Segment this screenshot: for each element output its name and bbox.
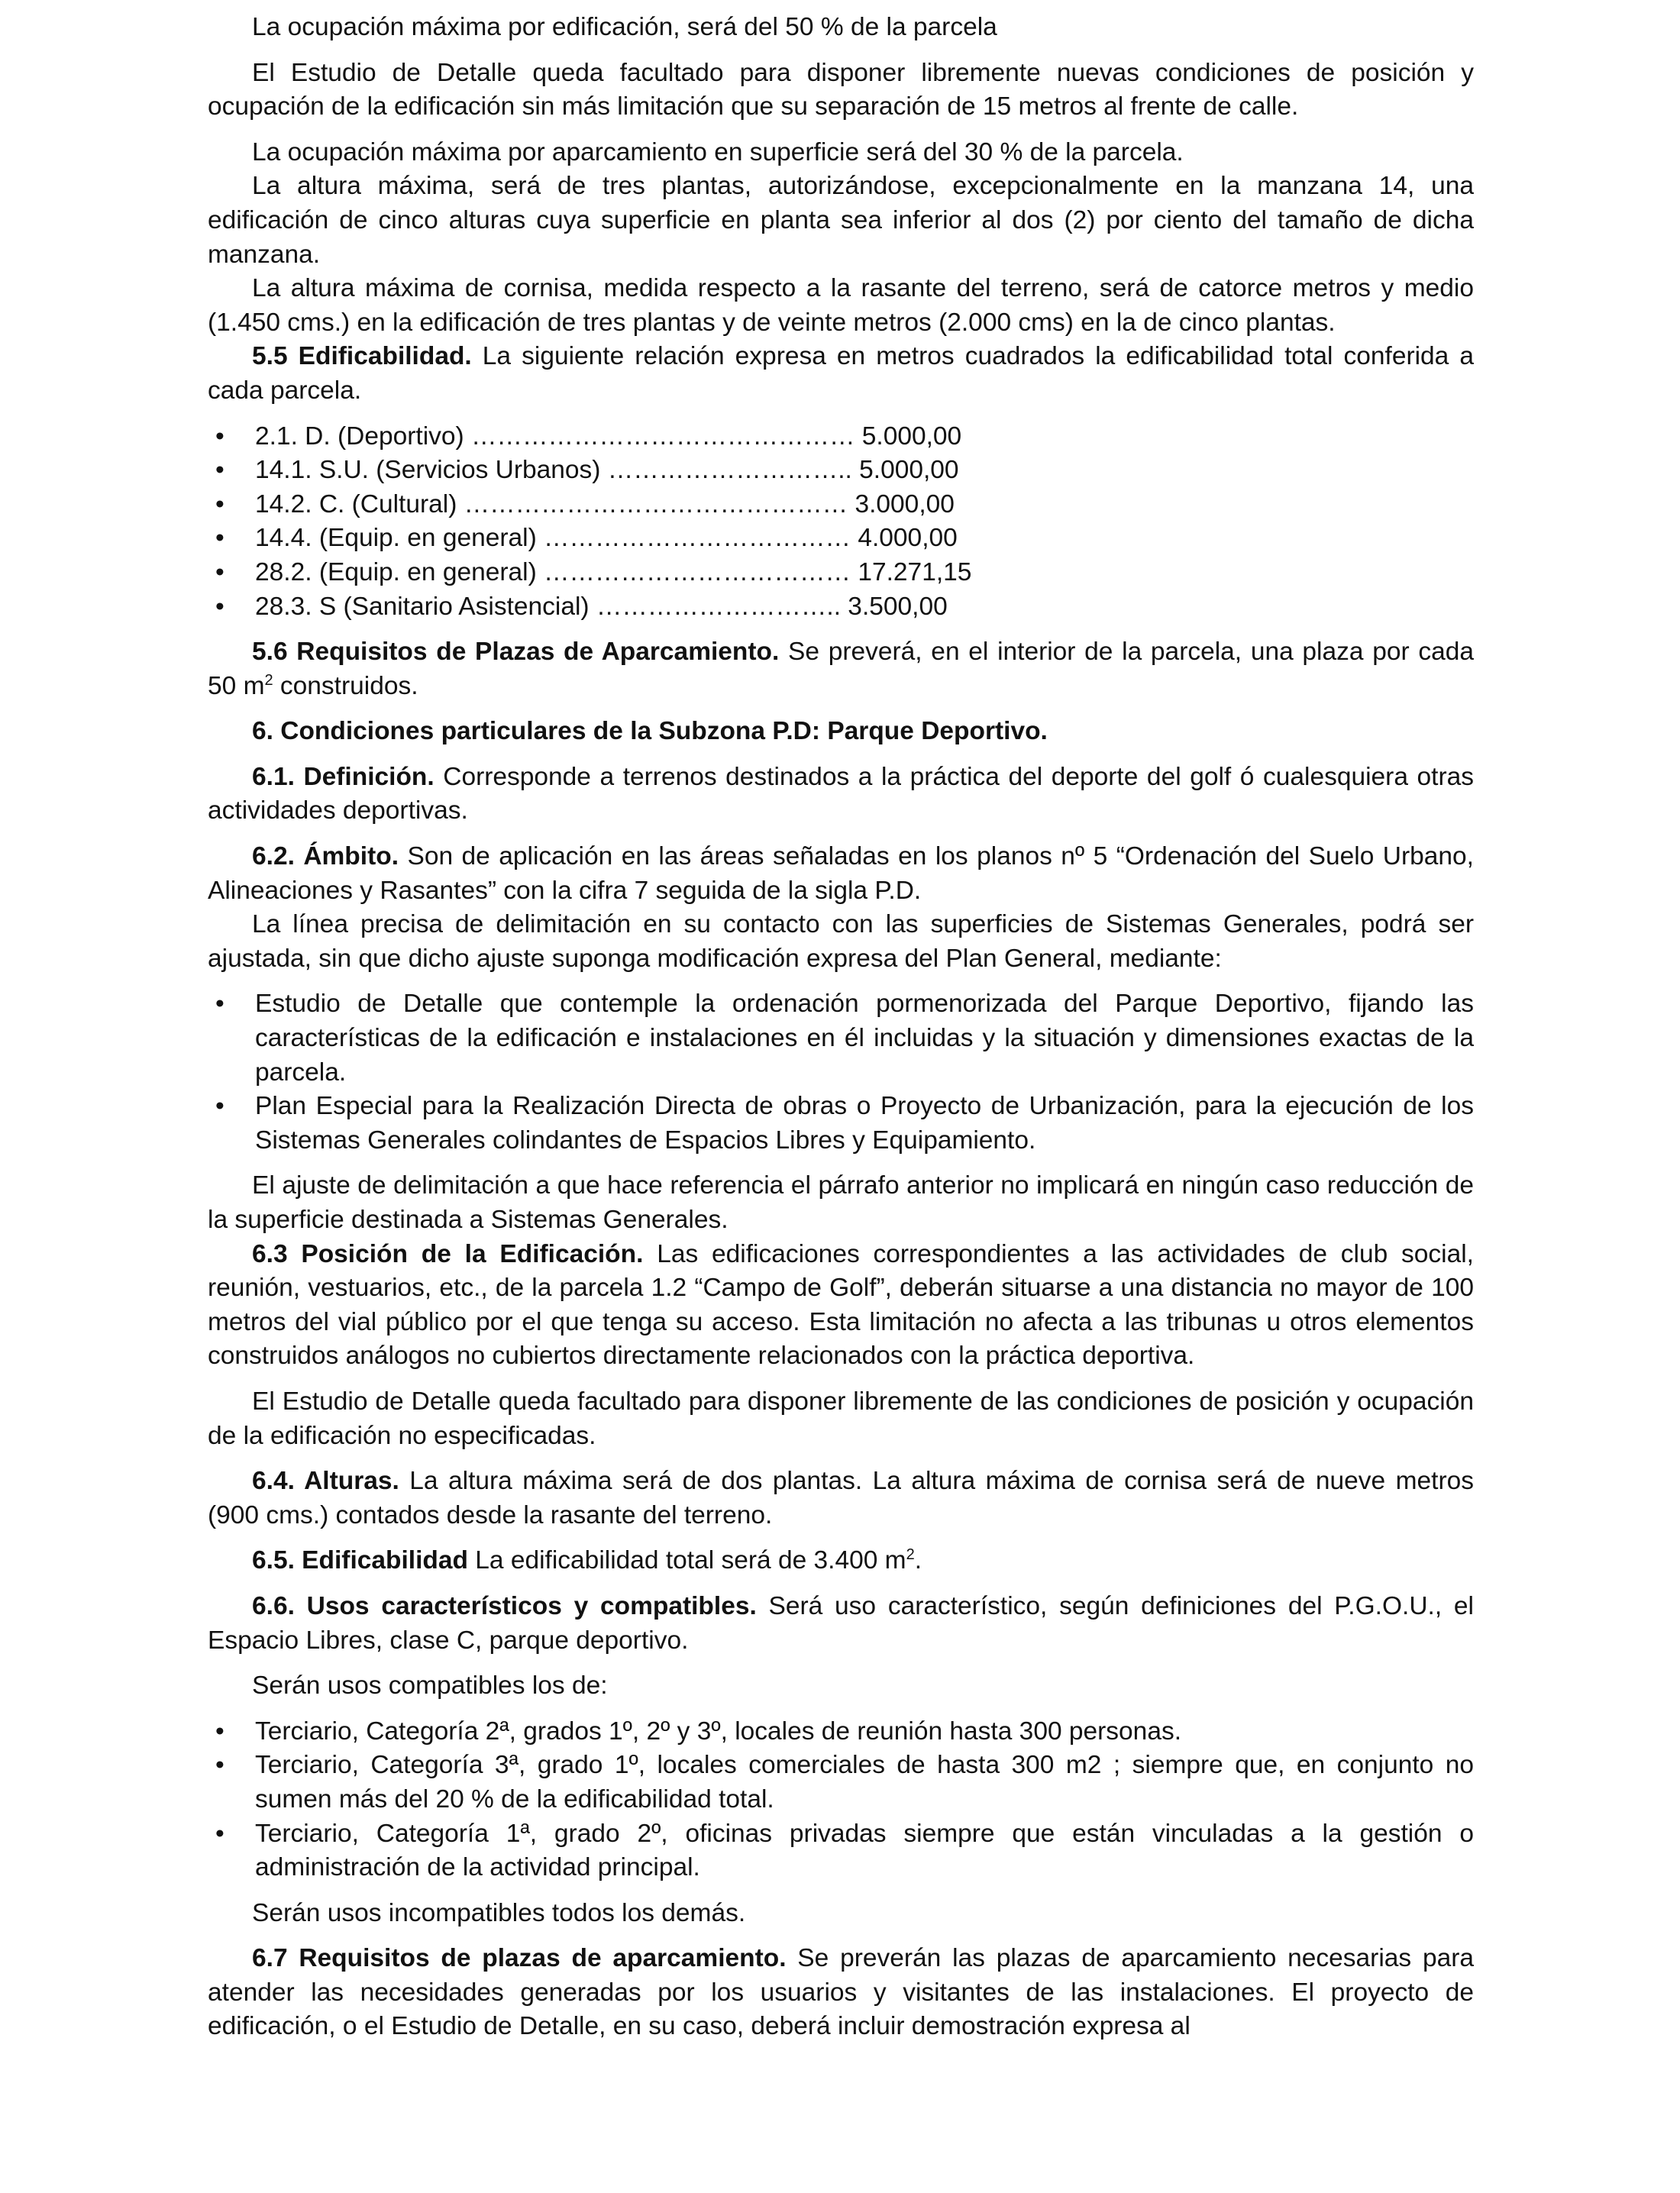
list-item: • 2.1. D. (Deportivo) ……………………………………… 5.000,00 (208, 420, 1474, 454)
section-heading: 6.6. Usos característicos y compatibles. (252, 1591, 757, 1620)
paragraph-text: Corresponde a terrenos destinados a la práctica del deporte del golf ó cualesquiera otras actividades deportivas. (208, 762, 1474, 825)
paragraph-text: La edificabilidad total será de 3.400 m (467, 1546, 906, 1575)
list-item: • 14.4. (Equip. en general) ……………………………… 4.000,00 (208, 522, 1474, 556)
list-item: • Terciario, Categoría 1ª, grado 2º, oficinas privadas siempre que están vinculadas a la gestión o administración de la actividad principal. (208, 1817, 1474, 1885)
paragraph-text: construidos. (273, 671, 418, 700)
paragraph-text: La ocupación máxima por aparcamiento en superficie será del 30 % de la parcela. (252, 137, 1184, 166)
paragraph-text: Serán usos compatibles los de: (252, 1671, 608, 1700)
paragraph-text: Se preverán las plazas de aparcamiento necesarias para atender las necesidades generadas por los usuarios y visitantes de las instalaciones. El proyecto de edificación, o el Estudio de Detalle, en su caso, deberá incluir demostración expresa al (208, 1944, 1474, 2041)
paragraph (208, 1385, 1474, 1453)
paragraph (208, 170, 1474, 272)
paragraph-text: Las edificaciones correspondientes a las actividades de club social, reunión, vestuarios, etc., de la parcela 1.2 “Campo de Golf”, deberán situarse a una distancia no mayor de 100 metros del vial público por el que tenga su acceso. Esta limitación no afecta a las tribunas u otros elementos construidos análogos no cubiertos directamente relacionados con la práctica deportiva. (208, 1239, 1474, 1371)
section-heading: 5.6 Requisitos de Plazas de Aparcamiento. (252, 638, 780, 667)
list-item: • 28.2. (Equip. en general) ……………………………… 17.271,15 (208, 556, 1474, 590)
document-page (208, 11, 1474, 2044)
section-heading: 6.7 Requisitos de plazas de aparcamiento. (252, 1944, 787, 1973)
paragraph (208, 11, 1474, 45)
bullet-list (208, 420, 1474, 625)
paragraph (208, 1169, 1474, 1237)
paragraph-text: Será uso característico, según definiciones del P.G.O.U., el Espacio Libres, clase C, parque deportivo. (208, 1591, 1474, 1655)
paragraph (208, 1465, 1474, 1533)
list-item: • 14.2. C. (Cultural) ……………………………………… 3.000,00 (208, 488, 1474, 522)
section-heading: 6.5. Edificabilidad (252, 1546, 468, 1575)
paragraph (208, 1897, 1474, 1931)
list-item: • 28.3. S (Sanitario Asistencial) ……………………….. 3.500,00 (208, 590, 1474, 625)
paragraph-text: Se preverá, en el interior de la parcela, una plaza por cada 50 m (208, 638, 1474, 700)
superscript: 2 (906, 1546, 915, 1564)
paragraph (208, 840, 1474, 908)
paragraph (208, 272, 1474, 340)
list-item: • Estudio de Detalle que contemple la ordenación pormenorizada del Parque Deportivo, fijando las características de la edificación e instalaciones en él incluidas y la situación y dimensiones exactas de la parcela. (208, 987, 1474, 1090)
paragraph (208, 761, 1474, 828)
paragraph (208, 136, 1474, 170)
paragraph-text: El ajuste de delimitación a que hace referencia el párrafo anterior no implicará en ningún caso reducción de la superficie destinada a Sistemas Generales. (208, 1171, 1474, 1234)
superscript: 2 (264, 671, 273, 689)
paragraph (208, 57, 1474, 124)
paragraph (208, 1942, 1474, 2044)
paragraph-text: La siguiente relación expresa en metros cuadrados la edificabilidad total conferida a cada parcela. (208, 342, 1475, 405)
list-item: • 14.1. S.U. (Servicios Urbanos) ……………………….. 5.000,00 (208, 454, 1474, 488)
section-heading: 6.1. Definición. (252, 762, 435, 791)
paragraph-text: Serán usos incompatibles todos los demás. (252, 1898, 746, 1927)
paragraph-text: La línea precisa de delimitación en su contacto con las superficies de Sistemas Generales, podrá ser ajustada, sin que dicho ajuste suponga modificación expresa del Plan General, mediante: (208, 910, 1474, 973)
section-heading: 6. Condiciones particulares de la Subzona P.D: Parque Deportivo. (252, 717, 1048, 746)
paragraph (208, 1669, 1474, 1704)
paragraph-text: . (914, 1546, 922, 1575)
paragraph (208, 1590, 1474, 1658)
section-heading: 6.4. Alturas. (252, 1467, 399, 1496)
paragraph (208, 1238, 1474, 1374)
bullet-list (208, 987, 1474, 1158)
paragraph-text: El Estudio de Detalle queda facultado para disponer libremente de las condiciones de posición y ocupación de la edificación no especificadas. (208, 1387, 1474, 1450)
paragraph (208, 908, 1474, 976)
list-item: • Plan Especial para la Realización Directa de obras o Proyecto de Urbanización, para la ejecución de los Sistemas Generales colindantes de Espacios Libres y Equipamiento. (208, 1090, 1474, 1158)
paragraph-text: La altura máxima de cornisa, medida respecto a la rasante del terreno, será de catorce metros y medio (1.450 cms.) en la edificación de tres plantas y de veinte metros (2.000 cms) en la de cinco plantas. (208, 274, 1474, 337)
section-heading: 6.2. Ámbito. (252, 842, 399, 871)
list-item: • Terciario, Categoría 2ª, grados 1º, 2º y 3º, locales de reunión hasta 300 personas. (208, 1715, 1474, 1749)
paragraph-text: La altura máxima será de dos plantas. La altura máxima de cornisa será de nueve metros (900 cms.) contados desde la rasante del terreno. (208, 1467, 1475, 1529)
paragraph (208, 1544, 1474, 1578)
paragraph (208, 635, 1474, 703)
paragraph-text: La ocupación máxima por edificación, será del 50 % de la parcela (252, 13, 997, 41)
paragraph-text: La altura máxima, será de tres plantas, autorizándose, excepcionalmente en la manzana 14, una edificación de cinco alturas cuya superficie en planta sea inferior al dos (2) por ciento del tamaño de dicha manzana. (208, 172, 1474, 269)
paragraph (208, 340, 1474, 408)
paragraph-text: El Estudio de Detalle queda facultado para disponer libremente nuevas condiciones de posición y ocupación de la edificación sin más limitación que su separación de 15 metros al frente de calle. (208, 58, 1474, 121)
paragraph-text: Son de aplicación en las áreas señaladas en los planos nº 5 “Ordenación del Suelo Urbano, Alineaciones y Rasantes” con la cifra 7 seguida de la sigla P.D. (208, 842, 1474, 905)
bullet-list (208, 1715, 1474, 1885)
paragraph (208, 715, 1474, 749)
section-heading: 5.5 Edificabilidad. (252, 342, 472, 371)
list-item: • Terciario, Categoría 3ª, grado 1º, locales comerciales de hasta 300 m2 ; siempre que, en conjunto no sumen más del 20 % de la edificabilidad total. (208, 1749, 1474, 1817)
section-heading: 6.3 Posición de la Edificación. (252, 1239, 644, 1268)
